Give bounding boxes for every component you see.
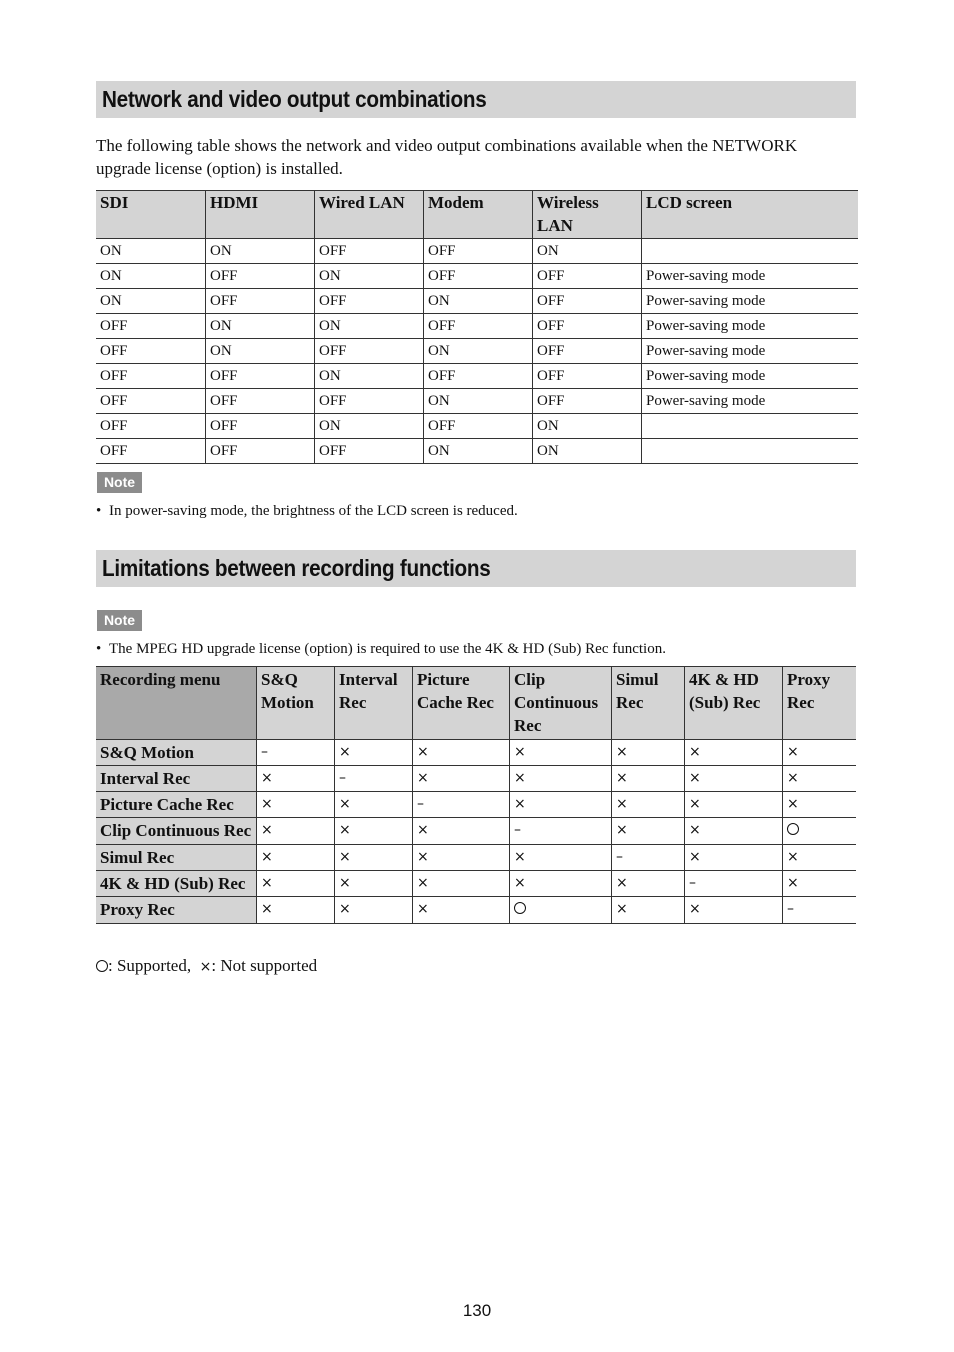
table-cell: × bbox=[783, 871, 857, 897]
table-cell: OFF bbox=[533, 339, 642, 364]
table-cell: × bbox=[510, 792, 612, 818]
table-cell: OFF bbox=[533, 289, 642, 314]
table-cell: OFF bbox=[206, 264, 315, 289]
table-cell: ON bbox=[424, 389, 533, 414]
column-header: Wireless LAN bbox=[533, 191, 642, 239]
column-header: Picture Cache Rec bbox=[413, 667, 510, 740]
table-cell: × bbox=[612, 897, 685, 924]
table-cell: × bbox=[413, 766, 510, 792]
table-cell: ON bbox=[315, 414, 424, 439]
table-cell: OFF bbox=[533, 389, 642, 414]
table-cell: × bbox=[510, 845, 612, 871]
table-cell: ON bbox=[424, 339, 533, 364]
table-cell: × bbox=[783, 792, 857, 818]
table-header-row bbox=[96, 191, 858, 239]
table-cell: × bbox=[510, 740, 612, 766]
table-row bbox=[96, 389, 858, 414]
table-body bbox=[96, 740, 856, 924]
section-title: Limitations between recording functions bbox=[102, 555, 491, 581]
note-text: In power-saving mode, the brightness of the LCD screen is reduced. bbox=[109, 503, 518, 519]
table-cell: × bbox=[257, 766, 335, 792]
intro-paragraph: The following table shows the network and video output combinations available when the NETWORK upgrade license (option) is installed. bbox=[96, 136, 798, 178]
row-header: S&Q Motion bbox=[96, 740, 257, 766]
table-cell: OFF bbox=[206, 289, 315, 314]
table-row bbox=[96, 264, 858, 289]
table-cell: × bbox=[335, 740, 413, 766]
table-cell: × bbox=[257, 818, 335, 845]
legend bbox=[96, 955, 317, 978]
table-cell: ON bbox=[533, 239, 642, 264]
table-cell bbox=[642, 239, 859, 264]
table-row bbox=[96, 897, 856, 924]
table-cell: × bbox=[783, 766, 857, 792]
recording-limitations-table bbox=[96, 666, 856, 924]
table-row bbox=[96, 818, 856, 845]
table-cell: – bbox=[783, 897, 857, 924]
column-header: 4K & HD (Sub) Rec bbox=[685, 667, 783, 740]
column-header: LCD screen bbox=[642, 191, 859, 239]
table-cell: OFF bbox=[424, 239, 533, 264]
table-cell: OFF bbox=[315, 339, 424, 364]
table-cell: OFF bbox=[206, 414, 315, 439]
table-cell: OFF bbox=[96, 314, 206, 339]
table-cell: Power-saving mode bbox=[642, 339, 859, 364]
table-cell: × bbox=[335, 871, 413, 897]
table-row bbox=[96, 239, 858, 264]
note-item bbox=[96, 639, 666, 659]
table-cell: Power-saving mode bbox=[642, 314, 859, 339]
table-cell: OFF bbox=[424, 314, 533, 339]
supported-circle-icon bbox=[787, 823, 799, 835]
table-cell: ON bbox=[206, 239, 315, 264]
table-cell: – bbox=[612, 845, 685, 871]
table-cell: OFF bbox=[315, 239, 424, 264]
legend-supported: : Supported, bbox=[108, 956, 192, 975]
table-row bbox=[96, 871, 856, 897]
row-header: 4K & HD (Sub) Rec bbox=[96, 871, 257, 897]
table-cell: OFF bbox=[206, 364, 315, 389]
table-cell: ON bbox=[96, 239, 206, 264]
table-cell: OFF bbox=[96, 439, 206, 464]
row-header: Proxy Rec bbox=[96, 897, 257, 924]
table-cell: × bbox=[612, 766, 685, 792]
table-cell: Power-saving mode bbox=[642, 264, 859, 289]
table-cell: OFF bbox=[315, 389, 424, 414]
bullet: • bbox=[96, 503, 102, 519]
column-header: Proxy Rec bbox=[783, 667, 857, 740]
table-cell: × bbox=[685, 818, 783, 845]
table-cell: ON bbox=[424, 289, 533, 314]
table-cell: OFF bbox=[533, 264, 642, 289]
table-row bbox=[96, 740, 856, 766]
table-row bbox=[96, 314, 858, 339]
table-cell: OFF bbox=[315, 439, 424, 464]
table-cell: × bbox=[685, 845, 783, 871]
table-row bbox=[96, 766, 856, 792]
row-header: Clip Continuous Rec bbox=[96, 818, 257, 845]
table-cell: × bbox=[257, 845, 335, 871]
column-header: Interval Rec bbox=[335, 667, 413, 740]
table-cell: ON bbox=[96, 289, 206, 314]
table-cell: × bbox=[335, 818, 413, 845]
supported-cell bbox=[783, 818, 857, 845]
note-badge: Note bbox=[97, 472, 142, 493]
table-cell: ON bbox=[533, 414, 642, 439]
supported-circle-icon bbox=[96, 960, 108, 972]
note-text: The MPEG HD upgrade license (option) is required to use the 4K & HD (Sub) Rec function. bbox=[109, 641, 666, 657]
table-cell: OFF bbox=[206, 389, 315, 414]
table-cell: ON bbox=[206, 314, 315, 339]
row-header: Interval Rec bbox=[96, 766, 257, 792]
table-cell: × bbox=[413, 818, 510, 845]
table-cell: × bbox=[685, 766, 783, 792]
table-cell: ON bbox=[533, 439, 642, 464]
column-header: Clip Continuous Rec bbox=[510, 667, 612, 740]
table-cell: OFF bbox=[206, 439, 315, 464]
table-body bbox=[96, 239, 858, 464]
table-cell: OFF bbox=[424, 264, 533, 289]
corner-header: Recording menu bbox=[96, 667, 257, 740]
table-cell: × bbox=[783, 845, 857, 871]
row-header: Simul Rec bbox=[96, 845, 257, 871]
network-combinations-table bbox=[96, 190, 858, 464]
table-cell: OFF bbox=[533, 314, 642, 339]
table-row bbox=[96, 364, 858, 389]
table-cell: × bbox=[335, 845, 413, 871]
table-cell: × bbox=[257, 792, 335, 818]
table-cell: × bbox=[510, 871, 612, 897]
supported-circle-icon bbox=[514, 902, 526, 914]
table-cell: × bbox=[335, 897, 413, 924]
not-supported-icon: × bbox=[199, 959, 212, 975]
table-cell: – bbox=[413, 792, 510, 818]
table-cell: ON bbox=[315, 364, 424, 389]
table-cell: OFF bbox=[96, 414, 206, 439]
table-cell: OFF bbox=[424, 414, 533, 439]
column-header: Wired LAN bbox=[315, 191, 424, 239]
section-title: Network and video output combinations bbox=[102, 86, 487, 112]
table-cell: Power-saving mode bbox=[642, 364, 859, 389]
table-cell: × bbox=[612, 871, 685, 897]
table-cell bbox=[642, 439, 859, 464]
column-header: Modem bbox=[424, 191, 533, 239]
table-row bbox=[96, 439, 858, 464]
table-cell: OFF bbox=[315, 289, 424, 314]
table-cell: × bbox=[685, 792, 783, 818]
table-cell: × bbox=[413, 897, 510, 924]
table-cell: × bbox=[413, 845, 510, 871]
table-cell: ON bbox=[315, 314, 424, 339]
table-cell: – bbox=[335, 766, 413, 792]
table-cell: × bbox=[413, 740, 510, 766]
column-header: SDI bbox=[96, 191, 206, 239]
table-row bbox=[96, 289, 858, 314]
section-heading-limitations bbox=[96, 550, 856, 587]
legend-not-supported: : Not supported bbox=[211, 956, 318, 975]
column-header: HDMI bbox=[206, 191, 315, 239]
table-cell: OFF bbox=[424, 364, 533, 389]
table-header-row bbox=[96, 667, 856, 740]
table-cell: × bbox=[685, 897, 783, 924]
table-cell: Power-saving mode bbox=[642, 389, 859, 414]
table-cell: × bbox=[257, 897, 335, 924]
table-cell: × bbox=[612, 740, 685, 766]
table-cell: ON bbox=[206, 339, 315, 364]
column-header: S&Q Motion bbox=[257, 667, 335, 740]
table-cell: × bbox=[510, 766, 612, 792]
table-cell: – bbox=[257, 740, 335, 766]
note-item bbox=[96, 501, 518, 521]
table-row bbox=[96, 845, 856, 871]
table-cell: × bbox=[685, 740, 783, 766]
column-header: Simul Rec bbox=[612, 667, 685, 740]
table-row bbox=[96, 792, 856, 818]
row-header: Picture Cache Rec bbox=[96, 792, 257, 818]
table-cell: × bbox=[612, 792, 685, 818]
table-cell: × bbox=[413, 871, 510, 897]
table-cell: × bbox=[257, 871, 335, 897]
table-row bbox=[96, 339, 858, 364]
table-cell: Power-saving mode bbox=[642, 289, 859, 314]
table-cell: OFF bbox=[96, 339, 206, 364]
table-cell: ON bbox=[424, 439, 533, 464]
note-badge: Note bbox=[97, 610, 142, 631]
table-cell bbox=[642, 414, 859, 439]
table-cell: ON bbox=[315, 264, 424, 289]
section-heading-network bbox=[96, 81, 856, 118]
page-number: 130 bbox=[462, 1301, 492, 1320]
table-cell: OFF bbox=[533, 364, 642, 389]
table-cell: – bbox=[510, 818, 612, 845]
table-cell: × bbox=[335, 792, 413, 818]
table-cell: OFF bbox=[96, 389, 206, 414]
table-cell: × bbox=[612, 818, 685, 845]
table-cell: × bbox=[783, 740, 857, 766]
table-cell: OFF bbox=[96, 364, 206, 389]
table-cell: ON bbox=[96, 264, 206, 289]
supported-cell bbox=[510, 897, 612, 924]
table-cell: – bbox=[685, 871, 783, 897]
bullet: • bbox=[96, 641, 102, 657]
table-row bbox=[96, 414, 858, 439]
